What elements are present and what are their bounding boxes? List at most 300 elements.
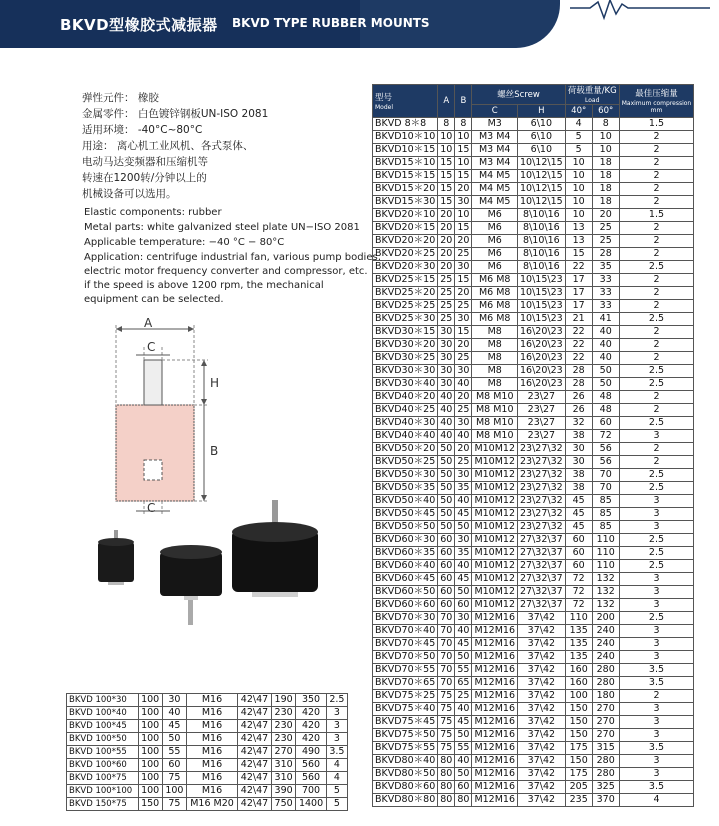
cell-load-60: 270 bbox=[592, 729, 619, 742]
cell-model: BKVD10＊10 bbox=[373, 131, 438, 144]
cell-screw-c: M8 bbox=[472, 326, 518, 339]
cell-screw-h: 42\47 bbox=[238, 772, 272, 785]
cell-screw-c: M6 bbox=[472, 248, 518, 261]
cell-screw-c: M4 M5 bbox=[472, 183, 518, 196]
page-header bbox=[0, 0, 560, 48]
cell-model: BKVD70＊65 bbox=[373, 677, 438, 690]
cell-screw-h: 42\47 bbox=[238, 694, 272, 707]
cell-a: 30 bbox=[438, 326, 455, 339]
cell-compression: 2 bbox=[619, 690, 694, 703]
cell-load-60: 85 bbox=[592, 495, 619, 508]
cell-a: 15 bbox=[438, 170, 455, 183]
cell-model: BKVD60＊30 bbox=[373, 534, 438, 547]
cell-model: BKVD 100*75 bbox=[67, 772, 139, 785]
cell-a: 60 bbox=[438, 599, 455, 612]
cell-load-60: 33 bbox=[592, 300, 619, 313]
cell-load-40: 230 bbox=[271, 707, 295, 720]
cell-model: BKVD70＊40 bbox=[373, 625, 438, 638]
cell-b: 60 bbox=[455, 781, 472, 794]
cell-model: BKVD15＊30 bbox=[373, 196, 438, 209]
cell-a: 100 bbox=[138, 733, 162, 746]
cell-a: 75 bbox=[438, 729, 455, 742]
cell-screw-c: M8 bbox=[472, 339, 518, 352]
cell-model: BKVD 100*40 bbox=[67, 707, 139, 720]
cell-model: BKVD40＊20 bbox=[373, 391, 438, 404]
cell-compression: 5 bbox=[326, 785, 347, 798]
cell-b: 30 bbox=[455, 261, 472, 274]
cell-compression: 3 bbox=[326, 707, 347, 720]
cell-screw-c: M10M12 bbox=[472, 599, 518, 612]
header-c: C bbox=[472, 105, 518, 118]
cell-model: BKVD 100*55 bbox=[67, 746, 139, 759]
table-row bbox=[373, 235, 694, 248]
cell-screw-c: M12M16 bbox=[472, 703, 518, 716]
cell-load-40: 22 bbox=[565, 339, 592, 352]
label-c-top: C bbox=[147, 340, 156, 354]
cell-compression: 2 bbox=[619, 131, 694, 144]
cell-model: BKVD 100*100 bbox=[67, 785, 139, 798]
cell-model: BKVD25＊25 bbox=[373, 300, 438, 313]
cell-load-40: 45 bbox=[565, 521, 592, 534]
cell-screw-h: 37\42 bbox=[518, 768, 566, 781]
cell-compression: 2.5 bbox=[326, 694, 347, 707]
cell-b: 50 bbox=[455, 729, 472, 742]
cell-a: 25 bbox=[438, 287, 455, 300]
cell-load-60: 41 bbox=[592, 313, 619, 326]
cell-b: 40 bbox=[455, 378, 472, 391]
table-row bbox=[373, 456, 694, 469]
cell-load-60: 25 bbox=[592, 235, 619, 248]
cell-screw-h: 16\20\23 bbox=[518, 339, 566, 352]
cell-model: BKVD40＊25 bbox=[373, 404, 438, 417]
table-row bbox=[373, 443, 694, 456]
cell-load-60: 48 bbox=[592, 391, 619, 404]
cell-load-60: 85 bbox=[592, 508, 619, 521]
cell-a: 80 bbox=[438, 781, 455, 794]
title-chinese: BKVD型橡胶式减振器 bbox=[60, 16, 218, 34]
label-a: A bbox=[144, 316, 153, 330]
cell-screw-c: M12M16 bbox=[472, 664, 518, 677]
cell-a: 75 bbox=[438, 742, 455, 755]
cell-load-60: 240 bbox=[592, 651, 619, 664]
cell-screw-c: M8 bbox=[472, 352, 518, 365]
cell-a: 50 bbox=[438, 508, 455, 521]
cell-a: 50 bbox=[438, 521, 455, 534]
spec-line: equipment can be selected. bbox=[84, 294, 224, 305]
cell-screw-h: 8\10\16 bbox=[518, 222, 566, 235]
cell-load-40: 10 bbox=[565, 157, 592, 170]
cell-load-40: 10 bbox=[565, 170, 592, 183]
cell-model: BKVD50＊20 bbox=[373, 443, 438, 456]
table-row bbox=[373, 560, 694, 573]
spec-line: 适用环境： -40°C~80°C bbox=[82, 124, 203, 136]
cell-screw-c: M6 M8 bbox=[472, 287, 518, 300]
cell-screw-c: M12M16 bbox=[472, 755, 518, 768]
cell-a: 20 bbox=[438, 248, 455, 261]
cell-screw-h: 6\10 bbox=[518, 144, 566, 157]
table-row bbox=[373, 144, 694, 157]
table-row bbox=[373, 534, 694, 547]
cell-compression: 3 bbox=[619, 729, 694, 742]
cell-screw-h: 42\47 bbox=[238, 798, 272, 811]
table-row bbox=[373, 313, 694, 326]
cell-screw-h: 23\27 bbox=[518, 417, 566, 430]
cell-load-40: 17 bbox=[565, 300, 592, 313]
table-row bbox=[373, 287, 694, 300]
cell-screw-h: 37\42 bbox=[518, 703, 566, 716]
cell-model: BKVD30＊20 bbox=[373, 339, 438, 352]
cell-load-40: 310 bbox=[271, 759, 295, 772]
cell-load-40: 38 bbox=[565, 430, 592, 443]
cell-load-60: 280 bbox=[592, 677, 619, 690]
cell-load-60: 370 bbox=[592, 794, 619, 807]
cell-model: BKVD40＊30 bbox=[373, 417, 438, 430]
cell-model: BKVD 100*45 bbox=[67, 720, 139, 733]
cell-b: 100 bbox=[162, 785, 186, 798]
cell-load-60: 490 bbox=[296, 746, 327, 759]
cell-load-60: 50 bbox=[592, 378, 619, 391]
cell-b: 75 bbox=[162, 772, 186, 785]
cell-model: BKVD70＊50 bbox=[373, 651, 438, 664]
cell-screw-h: 8\10\16 bbox=[518, 235, 566, 248]
cell-b: 20 bbox=[455, 339, 472, 352]
cell-load-40: 30 bbox=[565, 456, 592, 469]
cell-screw-h: 37\42 bbox=[518, 651, 566, 664]
cell-load-60: 560 bbox=[296, 759, 327, 772]
table-row bbox=[373, 391, 694, 404]
cell-compression: 3.5 bbox=[326, 746, 347, 759]
cell-a: 60 bbox=[438, 586, 455, 599]
cell-screw-c: M16 bbox=[187, 746, 238, 759]
cell-b: 55 bbox=[455, 664, 472, 677]
header-h: H bbox=[518, 105, 566, 118]
cell-load-60: 10 bbox=[592, 131, 619, 144]
cell-load-40: 150 bbox=[565, 729, 592, 742]
cell-load-60: 56 bbox=[592, 456, 619, 469]
cell-model: BKVD50＊25 bbox=[373, 456, 438, 469]
cell-b: 25 bbox=[455, 690, 472, 703]
cell-compression: 2.5 bbox=[619, 417, 694, 430]
title-english: BKVD TYPE RUBBER MOUNTS bbox=[232, 16, 430, 30]
cell-compression: 4 bbox=[326, 759, 347, 772]
cell-model: BKVD 150*75 bbox=[67, 798, 139, 811]
cell-load-60: 280 bbox=[592, 768, 619, 781]
cell-b: 40 bbox=[455, 625, 472, 638]
table-row bbox=[373, 703, 694, 716]
cell-a: 100 bbox=[138, 772, 162, 785]
cell-screw-h: 10\12\15 bbox=[518, 157, 566, 170]
cell-load-60: 325 bbox=[592, 781, 619, 794]
cell-compression: 3 bbox=[326, 733, 347, 746]
cell-model: BKVD75＊50 bbox=[373, 729, 438, 742]
cell-screw-c: M12M16 bbox=[472, 677, 518, 690]
cell-screw-c: M12M16 bbox=[472, 690, 518, 703]
cell-b: 20 bbox=[455, 391, 472, 404]
cell-a: 30 bbox=[438, 378, 455, 391]
cell-model: BKVD20＊25 bbox=[373, 248, 438, 261]
cell-a: 150 bbox=[138, 798, 162, 811]
header-b: B bbox=[455, 85, 472, 118]
table-row bbox=[373, 365, 694, 378]
cell-load-40: 38 bbox=[565, 469, 592, 482]
table-row bbox=[373, 248, 694, 261]
cell-compression: 2 bbox=[619, 144, 694, 157]
cell-b: 45 bbox=[455, 573, 472, 586]
main-spec-table bbox=[372, 84, 694, 807]
cell-load-60: 420 bbox=[296, 733, 327, 746]
cell-b: 10 bbox=[455, 157, 472, 170]
cell-screw-c: M16 M20 bbox=[187, 798, 238, 811]
spec-line: 机械设备可以选用。 bbox=[82, 188, 177, 200]
cell-model: BKVD20＊20 bbox=[373, 235, 438, 248]
table-row bbox=[373, 170, 694, 183]
cell-load-60: 35 bbox=[592, 261, 619, 274]
cell-load-60: 48 bbox=[592, 404, 619, 417]
cell-compression: 2.5 bbox=[619, 313, 694, 326]
cell-screw-h: 6\10 bbox=[518, 131, 566, 144]
cell-model: BKVD 8＊8 bbox=[373, 118, 438, 131]
cell-screw-c: M8 M10 bbox=[472, 391, 518, 404]
cell-model: BKVD60＊35 bbox=[373, 547, 438, 560]
cell-compression: 2 bbox=[619, 235, 694, 248]
cell-b: 60 bbox=[162, 759, 186, 772]
cell-model: BKVD50＊40 bbox=[373, 495, 438, 508]
bottom-spec-table bbox=[66, 693, 348, 811]
cell-screw-c: M10M12 bbox=[472, 521, 518, 534]
cell-screw-c: M6 M8 bbox=[472, 300, 518, 313]
cell-compression: 2.5 bbox=[619, 482, 694, 495]
cell-load-60: 280 bbox=[592, 664, 619, 677]
cell-load-60: 18 bbox=[592, 183, 619, 196]
cell-model: BKVD70＊55 bbox=[373, 664, 438, 677]
cell-b: 75 bbox=[162, 798, 186, 811]
table-row bbox=[373, 599, 694, 612]
cell-compression: 1.5 bbox=[619, 118, 694, 131]
cell-a: 100 bbox=[138, 694, 162, 707]
cell-load-60: 50 bbox=[592, 365, 619, 378]
cell-load-40: 10 bbox=[565, 183, 592, 196]
cell-load-40: 100 bbox=[565, 690, 592, 703]
cell-load-60: 270 bbox=[592, 703, 619, 716]
cell-b: 25 bbox=[455, 352, 472, 365]
cell-load-60: 270 bbox=[592, 716, 619, 729]
cell-model: BKVD30＊30 bbox=[373, 365, 438, 378]
cell-b: 80 bbox=[455, 794, 472, 807]
cell-screw-c: M3 bbox=[472, 118, 518, 131]
cell-screw-h: 27\32\37 bbox=[518, 586, 566, 599]
cell-load-40: 235 bbox=[565, 794, 592, 807]
cell-screw-h: 16\20\23 bbox=[518, 378, 566, 391]
cell-load-40: 270 bbox=[271, 746, 295, 759]
cell-load-40: 30 bbox=[565, 443, 592, 456]
cell-load-60: 240 bbox=[592, 638, 619, 651]
cell-load-40: 38 bbox=[565, 482, 592, 495]
cell-screw-h: 42\47 bbox=[238, 733, 272, 746]
cell-a: 20 bbox=[438, 261, 455, 274]
cell-load-60: 25 bbox=[592, 222, 619, 235]
cell-screw-h: 37\42 bbox=[518, 729, 566, 742]
cell-compression: 3 bbox=[619, 508, 694, 521]
cell-compression: 2 bbox=[619, 339, 694, 352]
cell-load-40: 110 bbox=[565, 612, 592, 625]
header-model: 型号 Model bbox=[373, 85, 438, 118]
cell-load-40: 5 bbox=[565, 131, 592, 144]
cell-load-40: 150 bbox=[565, 755, 592, 768]
cell-screw-c: M10M12 bbox=[472, 508, 518, 521]
cell-compression: 2.5 bbox=[619, 560, 694, 573]
cell-b: 25 bbox=[455, 248, 472, 261]
cell-a: 70 bbox=[438, 612, 455, 625]
cell-load-40: 150 bbox=[565, 716, 592, 729]
cell-load-40: 26 bbox=[565, 404, 592, 417]
cell-compression: 2 bbox=[619, 326, 694, 339]
cell-screw-h: 16\20\23 bbox=[518, 352, 566, 365]
cell-load-40: 17 bbox=[565, 274, 592, 287]
cell-a: 70 bbox=[438, 651, 455, 664]
cell-load-60: 60 bbox=[592, 417, 619, 430]
cell-a: 25 bbox=[438, 274, 455, 287]
table-row bbox=[373, 469, 694, 482]
header-compression: 最佳压缩量 Maximum compression mm bbox=[619, 85, 694, 118]
cell-a: 20 bbox=[438, 222, 455, 235]
table-row bbox=[373, 768, 694, 781]
cell-load-40: 160 bbox=[565, 677, 592, 690]
cell-screw-h: 27\32\37 bbox=[518, 573, 566, 586]
table-row bbox=[67, 707, 348, 720]
cell-a: 8 bbox=[438, 118, 455, 131]
cell-screw-h: 10\15\23 bbox=[518, 313, 566, 326]
cell-screw-h: 23\27\32 bbox=[518, 443, 566, 456]
cell-load-40: 13 bbox=[565, 222, 592, 235]
cell-load-60: 18 bbox=[592, 170, 619, 183]
cell-compression: 3 bbox=[619, 586, 694, 599]
cell-load-60: 420 bbox=[296, 707, 327, 720]
cell-screw-h: 42\47 bbox=[238, 785, 272, 798]
cell-model: BKVD80＊60 bbox=[373, 781, 438, 794]
cell-b: 30 bbox=[455, 534, 472, 547]
cell-a: 80 bbox=[438, 755, 455, 768]
spec-line: electric motor frequency converter and compressor, etc. bbox=[84, 266, 368, 277]
spec-line: 用途： 离心机工业风机、各式泵体、 bbox=[82, 140, 254, 152]
cell-load-40: 72 bbox=[565, 599, 592, 612]
cell-screw-c: M10M12 bbox=[472, 547, 518, 560]
spec-line: Applicable temperature: −40 °C − 80°C bbox=[84, 237, 285, 248]
table-row bbox=[373, 482, 694, 495]
cell-load-60: 72 bbox=[592, 430, 619, 443]
table-row bbox=[373, 638, 694, 651]
cell-load-40: 28 bbox=[565, 378, 592, 391]
cell-a: 40 bbox=[438, 417, 455, 430]
cell-screw-h: 37\42 bbox=[518, 690, 566, 703]
cell-load-40: 10 bbox=[565, 196, 592, 209]
cell-screw-c: M10M12 bbox=[472, 560, 518, 573]
cell-load-60: 40 bbox=[592, 326, 619, 339]
cell-screw-h: 8\10\16 bbox=[518, 261, 566, 274]
cell-load-60: 315 bbox=[592, 742, 619, 755]
table-row bbox=[373, 118, 694, 131]
cell-screw-c: M10M12 bbox=[472, 586, 518, 599]
table-row bbox=[373, 196, 694, 209]
cell-load-40: 45 bbox=[565, 495, 592, 508]
cell-compression: 2 bbox=[619, 157, 694, 170]
cell-compression: 2.5 bbox=[619, 378, 694, 391]
cell-screw-h: 23\27\32 bbox=[518, 469, 566, 482]
cell-b: 40 bbox=[162, 707, 186, 720]
cell-load-60: 200 bbox=[592, 612, 619, 625]
cell-screw-c: M16 bbox=[187, 759, 238, 772]
cell-a: 15 bbox=[438, 196, 455, 209]
cell-load-60: 560 bbox=[296, 772, 327, 785]
spec-line: Metal parts: white galvanized steel plate UN−ISO 2081 bbox=[84, 222, 360, 233]
header-load-40: 40° bbox=[565, 105, 592, 118]
cell-screw-h: 27\32\37 bbox=[518, 534, 566, 547]
cell-a: 100 bbox=[138, 759, 162, 772]
table-row bbox=[373, 690, 694, 703]
cell-load-60: 132 bbox=[592, 573, 619, 586]
cell-screw-c: M16 bbox=[187, 733, 238, 746]
cell-screw-c: M16 bbox=[187, 694, 238, 707]
cell-screw-h: 10\12\15 bbox=[518, 183, 566, 196]
cell-a: 80 bbox=[438, 768, 455, 781]
cell-load-40: 22 bbox=[565, 326, 592, 339]
cell-screw-c: M10M12 bbox=[472, 456, 518, 469]
cell-screw-h: 8\10\16 bbox=[518, 248, 566, 261]
cell-model: BKVD20＊30 bbox=[373, 261, 438, 274]
cell-screw-h: 23\27 bbox=[518, 391, 566, 404]
cell-compression: 5 bbox=[326, 798, 347, 811]
cell-b: 30 bbox=[455, 313, 472, 326]
cell-load-40: 13 bbox=[565, 235, 592, 248]
cell-load-40: 4 bbox=[565, 118, 592, 131]
cell-screw-h: 37\42 bbox=[518, 677, 566, 690]
cell-screw-h: 42\47 bbox=[238, 720, 272, 733]
cell-model: BKVD80＊40 bbox=[373, 755, 438, 768]
cell-load-40: 60 bbox=[565, 534, 592, 547]
cell-load-60: 1400 bbox=[296, 798, 327, 811]
cell-screw-c: M12M16 bbox=[472, 651, 518, 664]
cell-b: 25 bbox=[455, 300, 472, 313]
cell-screw-c: M16 bbox=[187, 720, 238, 733]
cell-load-40: 135 bbox=[565, 651, 592, 664]
cell-a: 20 bbox=[438, 235, 455, 248]
cell-compression: 2 bbox=[619, 196, 694, 209]
table-row bbox=[373, 157, 694, 170]
table-row bbox=[67, 785, 348, 798]
cell-load-40: 22 bbox=[565, 261, 592, 274]
table-row bbox=[67, 772, 348, 785]
cell-compression: 2 bbox=[619, 222, 694, 235]
cell-compression: 3.5 bbox=[619, 781, 694, 794]
table-row bbox=[373, 417, 694, 430]
cell-load-40: 390 bbox=[271, 785, 295, 798]
table-row bbox=[373, 430, 694, 443]
table-row bbox=[373, 131, 694, 144]
table-row bbox=[373, 625, 694, 638]
cell-load-60: 110 bbox=[592, 534, 619, 547]
cell-screw-h: 37\42 bbox=[518, 781, 566, 794]
cell-load-60: 33 bbox=[592, 287, 619, 300]
table-row bbox=[373, 222, 694, 235]
cell-compression: 4 bbox=[619, 794, 694, 807]
cell-model: BKVD15＊10 bbox=[373, 157, 438, 170]
table-row bbox=[373, 274, 694, 287]
table-row bbox=[373, 339, 694, 352]
cell-model: BKVD30＊40 bbox=[373, 378, 438, 391]
cell-compression: 2 bbox=[619, 300, 694, 313]
cell-screw-c: M12M16 bbox=[472, 716, 518, 729]
product-photos bbox=[92, 500, 342, 625]
label-c-bottom: C bbox=[147, 501, 156, 515]
